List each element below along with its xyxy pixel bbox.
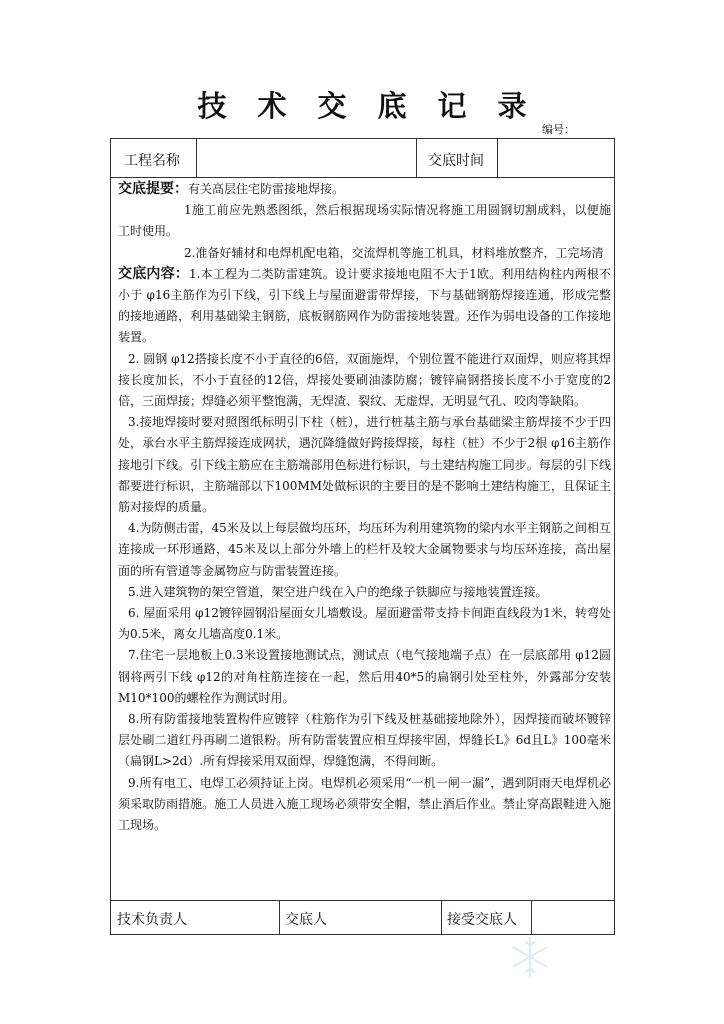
- divider: [196, 139, 197, 177]
- content-item: 4.为防侧击雷，45米及以上每层做均压环，均压环为利用建筑物的梁内水平主钢筋之间相互连接成一环形通路，45米及以上部分外墙上的栏杆及较大金属物要求与均压环连接，高出屋面的所有管道等金属物应与防雷装置连接。: [118, 521, 611, 578]
- divider: [531, 900, 532, 935]
- doc-number-label: 编号：: [542, 123, 575, 136]
- project-name-label: 工程名称: [124, 153, 180, 169]
- document-title: 技术交底记录: [197, 89, 558, 123]
- divider: [279, 900, 280, 935]
- content-item: 9.所有电工、电焊工必须持证上岗。电焊机必须采用“一机一闸一漏”，遇到阴雨天电焊机必须采取防雨措施。施工人员进入施工现场必须带安全帽，禁止酒后作业。禁止穿高跟鞋进入施工现场。: [118, 775, 611, 833]
- summary-item: 2.准备好辅材和电焊机配电箱，交流焊机等施工机具，材料堆放整齐，工完场清: [184, 245, 604, 260]
- content-item: 2. 圆钢 φ12搭接长度不小于直径的6倍，双面施焊，个别位置不能进行双面焊，则应将其焊接长度加长，不小于直径的12倍，焊接处要刷油漆防腐；镀锌扁钢搭接长度不小于宽度的2倍，三面焊接；焊缝必须平整饱满，无焊渣、裂纹、无虚焊，无明显气孔、咬肉等缺陷。: [118, 351, 611, 409]
- summary-text: 有关高层住宅防雷接地焊接。: [188, 182, 345, 196]
- snowflake-icon: [507, 934, 553, 980]
- content-item: 8.所有防雷接地装置构件应镀锌（柱筋作为引下线及桩基础接地除外），因焊接而破坏镀锌层处刷二道红丹再刷二道银粉。所有防雷装置应相互焊接牢固，焊缝长L》6d且L》100毫米（扁钢L>2d）.所有焊接采用双面焊，焊缝饱满，不得间断。: [118, 712, 611, 769]
- content-label: 交底内容：: [118, 265, 190, 282]
- content-item-text: 1.本工程为二类防雷建筑。设计要求接地电阻不大于1欧。利用结构柱内两根不小于 φ16主筋作为引下线，引下线上与屋面避雷带焊接，下与基础钢筋焊接连通，形成完整的接地通路，利用基础梁主钢筋，底板钢筋网作为防雷接地装置。还作为弱电设备的工作接地装置。: [118, 266, 611, 345]
- content-item: 5.进入建筑物的架空管道，架空进户线在入户的绝缘子铁脚应与接地装置连接。: [128, 584, 548, 599]
- content-item: 3.接地焊接时要对照图纸标明引下柱（桩），进行桩基主筋与承台基础梁主筋焊接不少于四处，承台水平主筋焊接连成网状，遇沉降缝做好跨接焊接，每柱（桩）不少于2根 φ16主筋作接地引下线。引下线主筋应在主筋端部用色标进行标识，与土建结构施工同步。每层的引下线都要进行标识，主筋端部以下100MM处做标识的主要目的是不影响土建结构施工，且保证主筋对接焊的质量。: [118, 415, 611, 515]
- content-item: 6. 屋面采用 φ12镀锌圆钢沿屋面女儿墙敷设。屋面避雷带支持卡间距直线段为1米，转弯处为0.5米，离女儿墙高度0.1米。: [118, 606, 611, 642]
- divider: [416, 139, 417, 177]
- content-item: [118, 264, 611, 349]
- disclosure-content: [118, 179, 611, 836]
- divider: [441, 900, 442, 935]
- summary-line: [118, 179, 611, 200]
- divider: [111, 177, 614, 178]
- receiver-label: 接受交底人: [447, 912, 517, 928]
- discloser-label: 交底人: [285, 912, 327, 928]
- disclosure-time-label: 交底时间: [428, 153, 484, 169]
- summary-label: 交底提要：: [118, 181, 188, 197]
- summary-item: 1施工前应先熟悉图纸，然后根据现场实际情况将施工用圆钢切割成料，以便施工时使用。: [118, 203, 611, 239]
- content-item: 7.住宅一层地板上0.3米设置接地测试点，测试点（电气接地端子点）在一层底部用 φ12圆钢将两引下线 φ12的对角柱筋连接在一起，然后用40*5的扁钢引处至柱外，外露部分安装M10*100的螺栓作为测试时用。: [118, 648, 611, 705]
- divider: [497, 139, 498, 177]
- disclosure-form: [110, 138, 615, 935]
- tech-lead-label: 技术负责人: [117, 912, 187, 928]
- divider: [111, 900, 614, 901]
